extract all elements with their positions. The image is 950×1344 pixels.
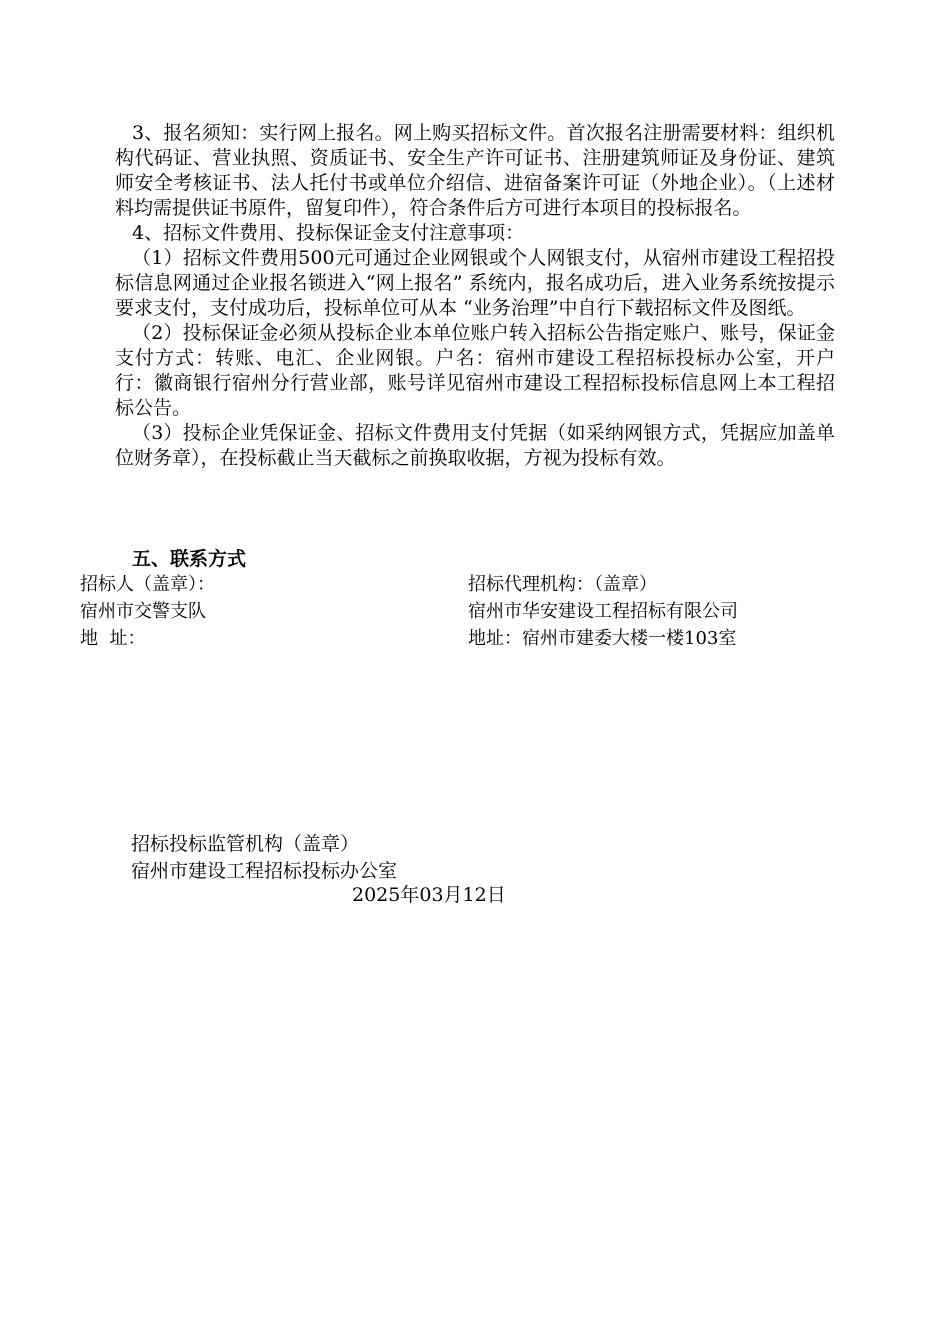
issue-date: 2025年03月12日 (352, 884, 506, 906)
agency-address: 地址：宿州市建委大楼一楼103室 (468, 628, 737, 649)
authority-label: 招标投标监管机构（盖章） (131, 833, 360, 855)
tenderer-address: 地 址： (80, 628, 146, 649)
authority-name: 宿州市建设工程招标投标办公室 (131, 860, 398, 882)
tenderer-name: 宿州市交警支队 (80, 601, 206, 622)
tenderer-label: 招标人（盖章）： (80, 574, 215, 595)
section-title-contact: 五、联系方式 (132, 548, 247, 570)
contact-tenderer (80, 571, 215, 652)
agency-name: 宿州市华安建设工程招标有限公司 (468, 601, 738, 622)
payment-item-2: （2）投标保证金必须从投标企业本单位账户转入招标公告指定账户、账号，保证金支付方式：转账、电汇、企业网银。户名：宿州市建设工程招标投标办公室，开户行：徽商银行宿州分行营业部，账号详见宿州市建设工程招标投标信息网上本工程招标公告。 (115, 322, 835, 419)
contact-agency (468, 571, 738, 652)
payment-item-3: （3）投标企业凭保证金、招标文件费用支付凭据（如采纳网银方式，凭据应加盖单位财务章），在投标截止当天截标之前换取收据，方视为投标有效。 (115, 422, 835, 469)
registration-paragraph: 3、报名须知：实行网上报名。网上购买招标文件。首次报名注册需要材料：组织机构代码证、营业执照、资质证书、安全生产许可证书、注册建筑师证及身份证、建筑师安全考核证书、法人托付书或单位介绍信、进宿备案许可证（外地企业）。（上述材料均需提供证书原件，留复印件），符合条件后方可进行本项目的投标报名。 (115, 122, 835, 219)
payment-item-1: （1）招标文件费用500元可通过企业网银或个人网银支付，从宿州市建设工程招投标信息网通过企业报名锁进入“网上报名” 系统内，报名成功后，进入业务系统按提示要求支付，支付成功后，投标单位可从本 “业务治理”中自行下载招标文件及图纸。 (115, 247, 835, 319)
notice-body (115, 121, 835, 471)
agency-label: 招标代理机构：（盖章） (468, 574, 657, 595)
payment-heading: 4、招标文件费用、投标保证金支付注意事项： (132, 222, 525, 244)
supervisory-authority (131, 831, 397, 885)
